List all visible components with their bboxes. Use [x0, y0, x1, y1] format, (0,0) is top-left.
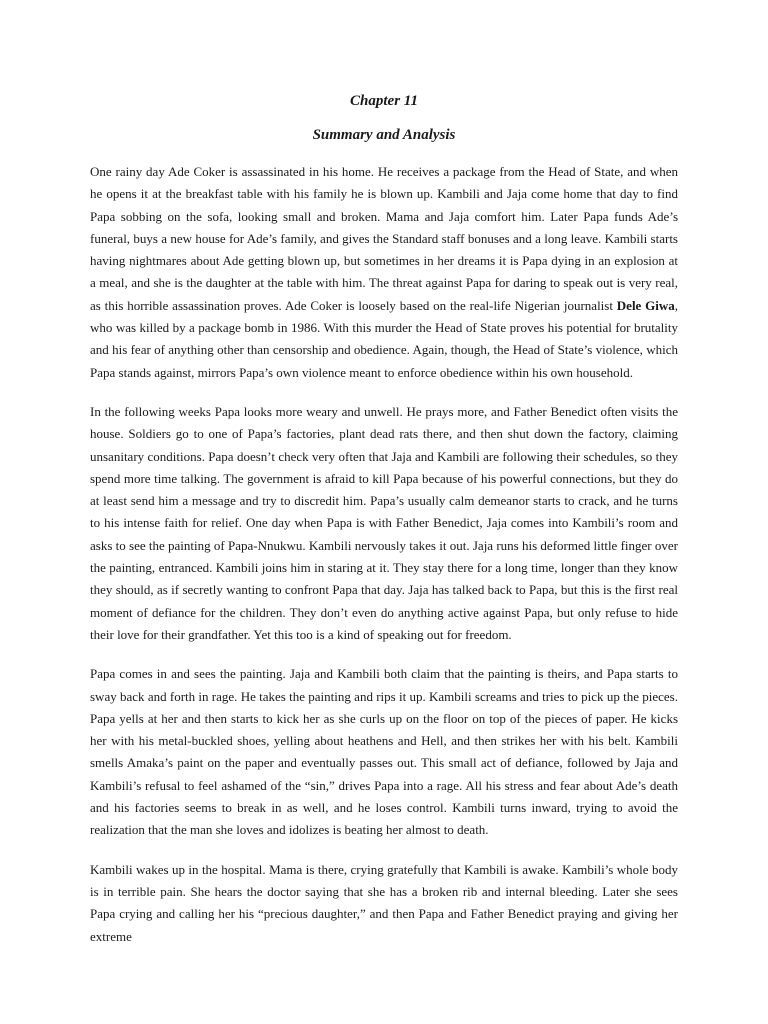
document-page: [90, 88, 678, 948]
paragraph-1-bold-name: Dele Giwa: [616, 297, 675, 313]
paragraph-1-after: , who was killed by a package bomb in 1986. With this murder the Head of State proves his potential for brutality and his fear of anything other than censorship and obedience. Again, though, the Head of State’s violence, which Papa stands against, mirrors Papa’s own violence meant to enforce obedience within his own household.: [90, 297, 678, 380]
paragraph-1: [90, 161, 678, 384]
section-title: Summary and Analysis: [312, 127, 456, 143]
body-text: [90, 161, 678, 948]
paragraph-1-before: One rainy day Ade Coker is assassinated in his home. He receives a package from the Head of State, and when he opens it at the breakfast table with his family he is blown up. Kambili and Jaja come home that day to find Papa sobbing on the sofa, looking small and broken. Mama and Jaja comfort him. Later Papa funds Ade’s funeral, buys a new house for Ade’s family, and gives the Standard staff bonuses and a long leave. Kambili starts having nightmares about Ade getting blown up, but sometimes in her dreams it is Papa dying in an explosion at a meal, and she is the daughter at the table with him. The threat against Papa for daring to speak out is very real, as this horrible assassination proves. Ade Coker is loosely based on the real-life Nigerian journalist: [90, 164, 678, 313]
chapter-title: Chapter 11: [350, 93, 418, 109]
paragraph-3: Papa comes in and sees the painting. Jaja and Kambili both claim that the painting is theirs, and Papa starts to sway back and forth in rage. He takes the painting and rips it up. Kambili screams and tries to pick up the pieces. Papa yells at her and then starts to kick her as she curls up on the floor on top of the pieces of paper. He kicks her with his metal-buckled shoes, yelling about heathens and Hell, and then strikes her with his belt. Kambili smells Amaka’s paint on the paper and eventually passes out. This small act of defiance, followed by Jaja and Kambili’s refusal to feel ashamed of the “sin,” drives Papa into a rage. All his stress and fear about Ade’s death and his factories seems to break in as well, and he loses control. Kambili turns inward, trying to avoid the realization that the man she loves and idolizes is beating her almost to death.: [90, 666, 678, 838]
paragraph-4: Kambili wakes up in the hospital. Mama is there, crying gratefully that Kambili is awake. Kambili’s whole body is in terrible pain. She hears the doctor saying that she has a broken rib and internal bleeding. Later she sees Papa crying and calling her his “precious daughter,” and then Papa and Father Benedict praying and giving her extreme: [90, 861, 678, 944]
paragraph-2: In the following weeks Papa looks more weary and unwell. He prays more, and Father Benedict often visits the house. Soldiers go to one of Papa’s factories, plant dead rats there, and then shut down the factory, claiming unsanitary conditions. Papa doesn’t check very often that Jaja and Kambili are following their schedules, so they spend more time talking. The government is afraid to kill Papa because of his powerful connections, but they do at least send him a message and try to discredit him. Papa’s usually calm demeanor starts to crack, and he turns to his intense faith for relief. One day when Papa is with Father Benedict, Jaja comes into Kambili’s room and asks to see the painting of Papa-Nnukwu. Kambili nervously takes it out. Jaja runs his deformed little finger over the painting, entranced. Kambili joins him in staring at it. They stay there for a long time, longer than they know they should, as if secretly wanting to confront Papa that day. Jaja has talked back to Papa, but this is the first real moment of defiance for the children. They don’t even do anything active against Papa, but only refuse to hide their love for their grandfather. Yet this too is a kind of speaking out for freedom.: [90, 403, 678, 642]
